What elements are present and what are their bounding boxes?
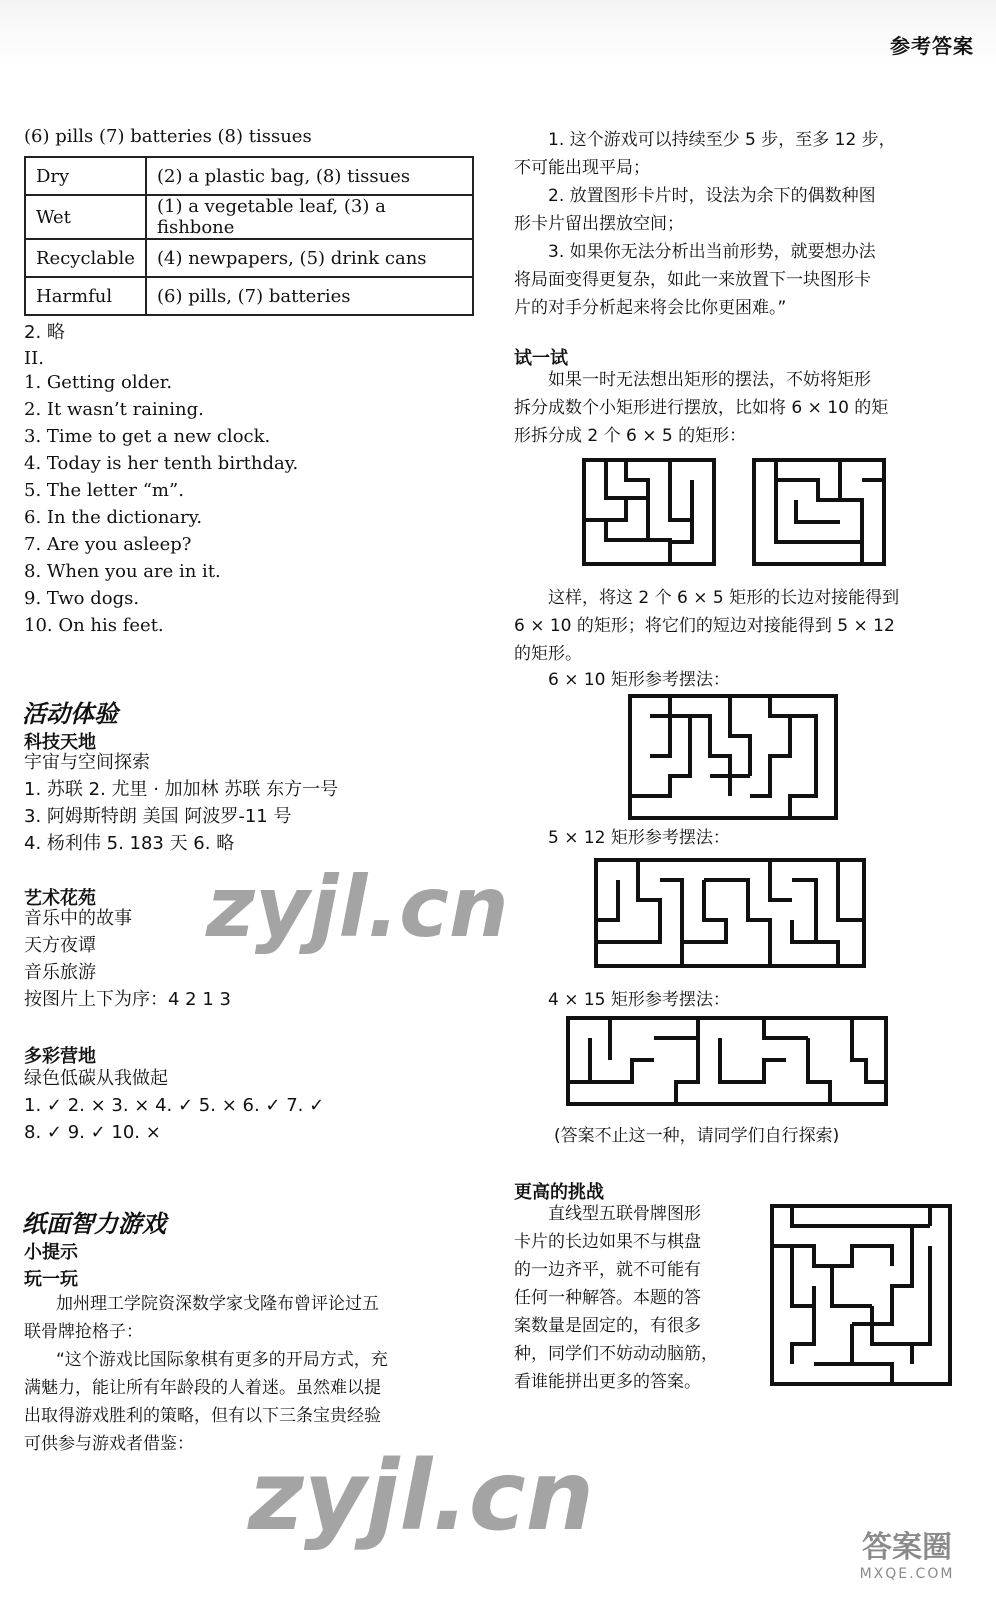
puzzle-lines: [630, 696, 836, 818]
puzzle-6x5-a: [582, 458, 716, 566]
header-band: [0, 0, 996, 66]
table-cell-value: (6) pills, (7) batteries: [146, 277, 473, 315]
list-item: 1. Getting older.: [24, 372, 173, 393]
camp-subtitle: 绿色低碳从我做起: [24, 1068, 168, 1089]
table-row: [25, 277, 473, 315]
after-split-line: 6 × 10 的矩形；将它们的短边对接能得到 5 × 12: [514, 616, 895, 636]
art-line: 按图片上下为序：4 2 1 3: [24, 989, 231, 1010]
list-item: 2. It wasn’t raining.: [24, 399, 204, 420]
table-cell-value: (1) a vegetable leaf, (3) a fishbone: [146, 195, 473, 239]
note-more-answers: (答案不止这一种，请同学们自行探索): [554, 1126, 840, 1146]
list-item: 6. In the dictionary.: [24, 507, 203, 528]
art-line: 天方夜谭: [24, 935, 96, 956]
list-item: 10. On his feet.: [24, 615, 164, 636]
tip-line: 将局面变得更复杂，如此一来放置下一块图形卡: [514, 270, 871, 290]
section-roman: II.: [24, 348, 44, 369]
tip-line: 1. 这个游戏可以持续至少 5 步，至多 12 步，: [548, 130, 896, 150]
paper-para-line: 加州理工学院资深数学家戈隆布曾评论过五: [56, 1294, 379, 1314]
subheading-tech: 科技天地: [24, 732, 96, 753]
camp-answer-line: 1. ✓ 2. × 3. × 4. ✓ 5. × 6. ✓ 7. ✓: [24, 1095, 325, 1116]
header-title: 参考答案: [890, 34, 974, 58]
sorting-table: [24, 156, 474, 316]
puzzle-lines: [772, 1206, 950, 1384]
tech-answer-line: 4. 杨利伟 5. 183 天 6. 略: [24, 833, 235, 854]
art-line: 音乐中的故事: [24, 908, 132, 929]
after-split-line: 这样，将这 2 个 6 × 5 矩形的长边对接能得到: [548, 588, 900, 608]
tip-line: 3. 如果你无法分析出当前形势，就要想办法: [548, 242, 876, 262]
art-line: 音乐旅游: [24, 962, 96, 983]
paper-para-line: 出取得游戏胜利的策略，但有以下三条宝贵经验: [24, 1406, 381, 1426]
watermark-text: zyjl.cn: [206, 858, 509, 956]
list-item: 8. When you are in it.: [24, 561, 221, 582]
table-cell-key: Wet: [25, 195, 146, 239]
challenge-line: 任何一种解答。本题的答: [514, 1288, 701, 1308]
tip-line: 不可能出现平局；: [514, 158, 650, 178]
puzzle-lines: [568, 1018, 886, 1104]
challenge-line: 种，同学们不妨动动脑筋，: [514, 1344, 718, 1364]
puzzle-6x10: [628, 694, 838, 820]
answer-line-2: 2. 略: [24, 322, 65, 343]
table-cell-key: Harmful: [25, 277, 146, 315]
answer-line-pills: (6) pills (7) batteries (8) tissues: [24, 126, 312, 147]
puzzle-lines: [596, 860, 864, 966]
list-item: 3. Time to get a new clock.: [24, 426, 271, 447]
section-heading-paper: 纸面智力游戏: [22, 1210, 166, 1238]
try-line: 拆分成数个小矩形进行摆放，比如将 6 × 10 的矩: [514, 398, 889, 418]
table-row: [25, 195, 473, 239]
challenge-line: 的一边齐平，就不可能有: [514, 1260, 701, 1280]
paper-para-line: “这个游戏比国际象棋有更多的开局方式，充: [56, 1350, 388, 1370]
subheading-play: 玩一玩: [24, 1269, 78, 1290]
puzzle-5x12: [594, 858, 866, 968]
paper-para-line: 联骨牌抢格子：: [24, 1322, 143, 1342]
paper-para-line: 满魅力，能让所有年龄段的人着迷。虽然难以提: [24, 1378, 381, 1398]
tip-line: 片的对手分析起来将会比你更困难。”: [514, 298, 787, 318]
challenge-line: 直线型五联骨牌图形: [548, 1204, 701, 1224]
puzzle-6x5-b: [752, 458, 886, 566]
label-5x12: 5 × 12 矩形参考摆法：: [548, 828, 730, 848]
puzzle-challenge-board: [770, 1204, 952, 1386]
paper-para-line: 可供参与游戏者借鉴：: [24, 1434, 194, 1454]
tech-answer-line: 1. 苏联 2. 尤里 · 加加林 苏联 东方一号: [24, 779, 339, 800]
try-line: 形拆分成 2 个 6 × 5 的矩形：: [514, 426, 747, 446]
list-item: 4. Today is her tenth birthday.: [24, 453, 299, 474]
subheading-tip: 小提示: [24, 1242, 78, 1263]
watermark-badge: [832, 1522, 982, 1582]
camp-answer-line: 8. ✓ 9. ✓ 10. ×: [24, 1122, 161, 1143]
subheading-camp: 多彩营地: [24, 1046, 96, 1067]
badge-url: MXQE.COM: [859, 1566, 955, 1582]
tip-line: 2. 放置图形卡片时，设法为余下的偶数种图: [548, 186, 876, 206]
try-line: 如果一时无法想出矩形的摆法，不妨将矩形: [548, 370, 871, 390]
tech-subtitle: 宇宙与空间探索: [24, 752, 150, 773]
table-cell-value: (2) a plastic bag, (8) tissues: [146, 157, 473, 195]
table-row: [25, 157, 473, 195]
table-cell-key: Recyclable: [25, 239, 146, 277]
list-item: 5. The letter “m”.: [24, 480, 184, 501]
label-4x15: 4 × 15 矩形参考摆法：: [548, 990, 730, 1010]
badge-title: 答案圈: [862, 1530, 952, 1565]
puzzle-lines: [754, 460, 884, 564]
challenge-line: 看谁能拼出更多的答案。: [514, 1372, 701, 1392]
subheading-challenge: 更高的挑战: [514, 1182, 604, 1203]
table-cell-key: Dry: [25, 157, 146, 195]
table-cell-value: (4) newpapers, (5) drink cans: [146, 239, 473, 277]
subheading-art: 艺术花苑: [24, 888, 96, 909]
watermark-text: zyjl.cn: [248, 1440, 594, 1552]
challenge-line: 卡片的长边如果不与棋盘: [514, 1232, 701, 1252]
list-item: 9. Two dogs.: [24, 588, 140, 609]
challenge-line: 案数量是固定的，有很多: [514, 1316, 701, 1336]
puzzle-lines: [584, 460, 714, 564]
table-row: [25, 239, 473, 277]
subheading-try: 试一试: [514, 348, 568, 369]
after-split-line: 的矩形。: [514, 644, 582, 664]
list-item: 7. Are you asleep?: [24, 534, 192, 555]
tip-line: 形卡片留出摆放空间；: [514, 214, 684, 234]
label-6x10: 6 × 10 矩形参考摆法：: [548, 670, 730, 690]
puzzle-4x15: [566, 1016, 888, 1106]
section-heading-activity: 活动体验: [22, 700, 118, 728]
tech-answer-line: 3. 阿姆斯特朗 美国 阿波罗-11 号: [24, 806, 292, 827]
